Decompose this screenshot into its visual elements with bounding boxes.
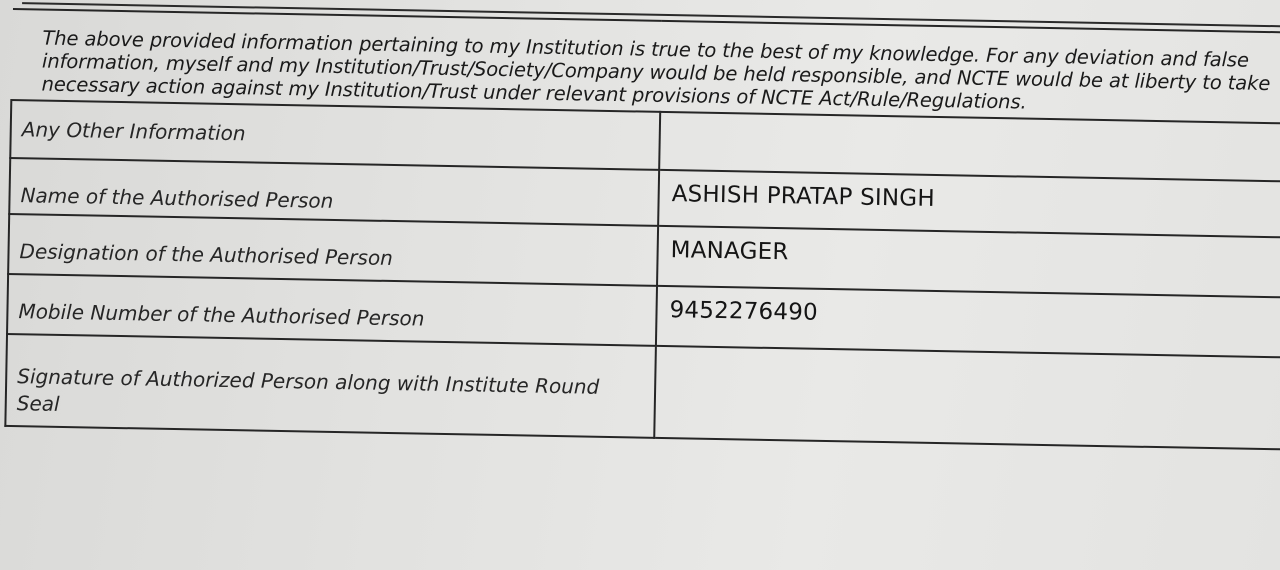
label-designation: Designation of the Authorised Person [8,214,658,286]
declaration-text: The above provided information pertaining to my Institution is true to the best of my knowledge. For any deviation and false information, myself and my Institution/Trust/Society/Company would be held responsible, and NCTE would be at liberty to take necessary action against my Institution/Trust under relevant provisions of NCTE Act/Rule/Regulations. [11,9,1280,124]
label-mobile-number: Mobile Number of the Authorised Person [7,274,657,346]
label-any-other-information: Any Other Information [10,100,660,170]
value-authorised-person-name: ASHISH PRATAP SINGH [658,170,1280,238]
label-signature: Signature of Authorized Person along with Institute Round Seal [5,334,656,438]
declaration-form [4,8,1280,451]
value-designation: MANAGER [657,226,1280,298]
authorised-person-table [4,8,1280,451]
label-authorised-person-name: Name of the Authorised Person [9,158,659,226]
value-signature [654,346,1280,450]
value-mobile-number: 9452276490 [656,286,1280,358]
